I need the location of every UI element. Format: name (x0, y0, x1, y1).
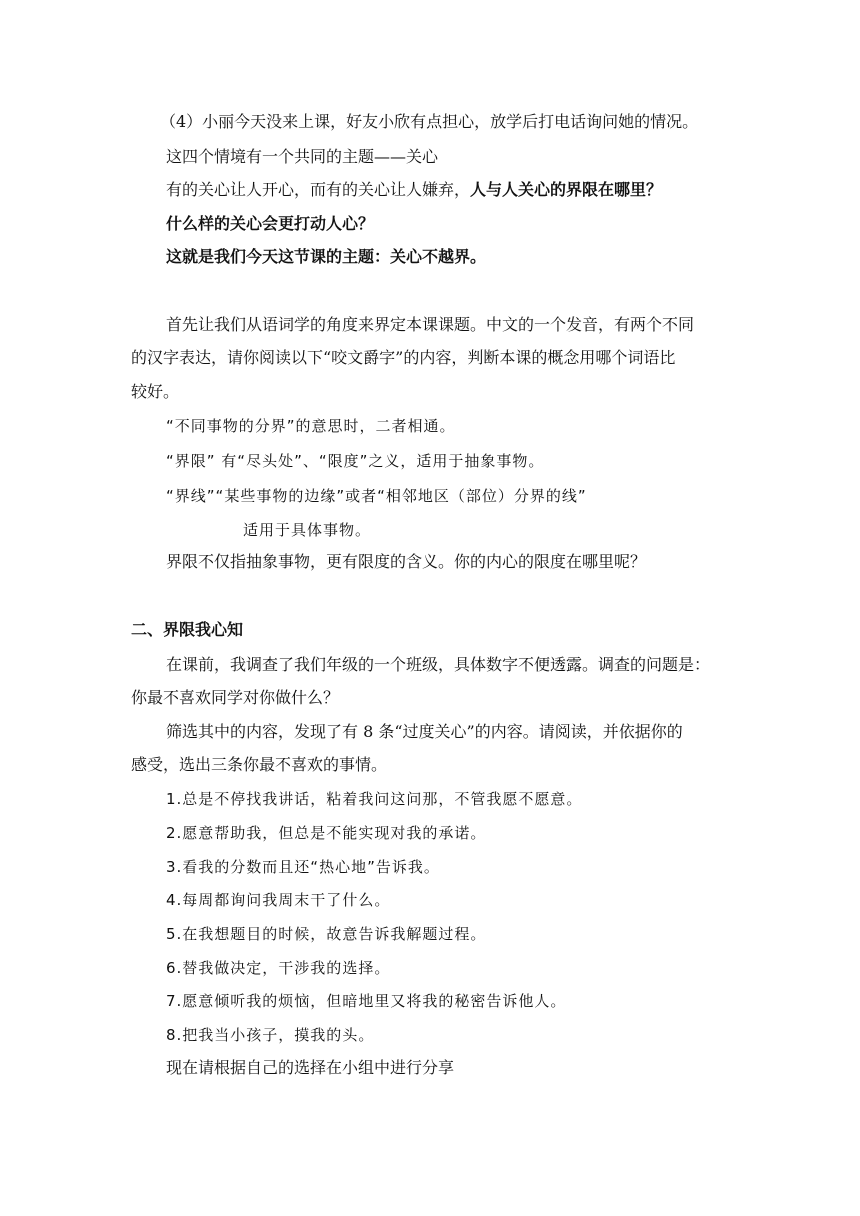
share-line: 现在请根据自己的选择在小组中进行分享 (166, 1058, 455, 1077)
survey-line-2: 你最不喜欢同学对你做什么？ (131, 688, 340, 707)
theme-line: 这四个情境有一个共同的主题——关心 (166, 147, 439, 166)
question-2: 什么样的关心会更打动人心？ (166, 214, 375, 233)
quote-4: 适用于具体事物。 (243, 521, 372, 539)
etymology-para-line-1: 首先让我们从语词学的角度来界定本课课题。中文的一个发音，有两个不同 (166, 315, 695, 334)
etymology-conclusion: 界限不仅指抽象事物，更有限度的含义。你的内心的限度在哪里呢？ (166, 552, 647, 571)
list-item: 3.看我的分数而且还“热心地”告诉我。 (166, 858, 440, 876)
list-item: 2.愿意帮助我，但总是不能实现对我的承诺。 (166, 824, 487, 842)
question-prefix: 有的关心让人开心，而有的关心让人嫌弃， (166, 180, 471, 199)
list-item: 1.总是不停找我讲话，粘着我问这问那，不管我愿不愿意。 (166, 790, 583, 808)
quote-1: “不同事物的分界”的意思时，二者相通。 (166, 417, 456, 435)
list-item: 6.替我做决定，干涉我的选择。 (166, 959, 391, 977)
list-item: 5.在我想题目的时候，故意告诉我解题过程。 (166, 925, 487, 943)
question-line (166, 179, 662, 201)
etymology-para-line-2: 的汉字表达，请你阅读以下“咬文爵字”的内容，判断本课的概念用哪个词语比 (131, 348, 676, 367)
list-item: 4.每周都询问我周末干了什么。 (166, 891, 391, 909)
quote-3: “界线”“某些事物的边缘”或者“相邻地区（部位）分界的线” (166, 487, 587, 505)
survey-line-1: 在课前，我调查了我们年级的一个班级，具体数字不便透露。调查的问题是： (166, 655, 711, 674)
list-item: 8.把我当小孩子，摸我的头。 (166, 1026, 375, 1044)
filter-line-2: 感受，选出三条你最不喜欢的事情。 (131, 755, 388, 774)
section-heading: 二、界限我心知 (131, 620, 244, 639)
question-bold: 人与人关心的界限在哪里？ (470, 180, 663, 199)
filter-line-1: 筛选其中的内容，发现了有 8 条“过度关心”的内容。请阅读，并依据你的 (166, 722, 683, 741)
list-item: 7.愿意倾听我的烦恼，但暗地里又将我的秘密告诉他人。 (166, 992, 567, 1010)
etymology-para-line-3: 较好。 (131, 382, 180, 401)
quote-2: “界限” 有“尽头处”、“限度”之义，适用于抽象事物。 (166, 452, 545, 470)
topic-line: 这就是我们今天这节课的主题：关心不越界。 (166, 247, 487, 266)
scenario-4: （4）小丽今天没来上课，好友小欣有点担心，放学后打电话询问她的情况。 (160, 112, 699, 131)
